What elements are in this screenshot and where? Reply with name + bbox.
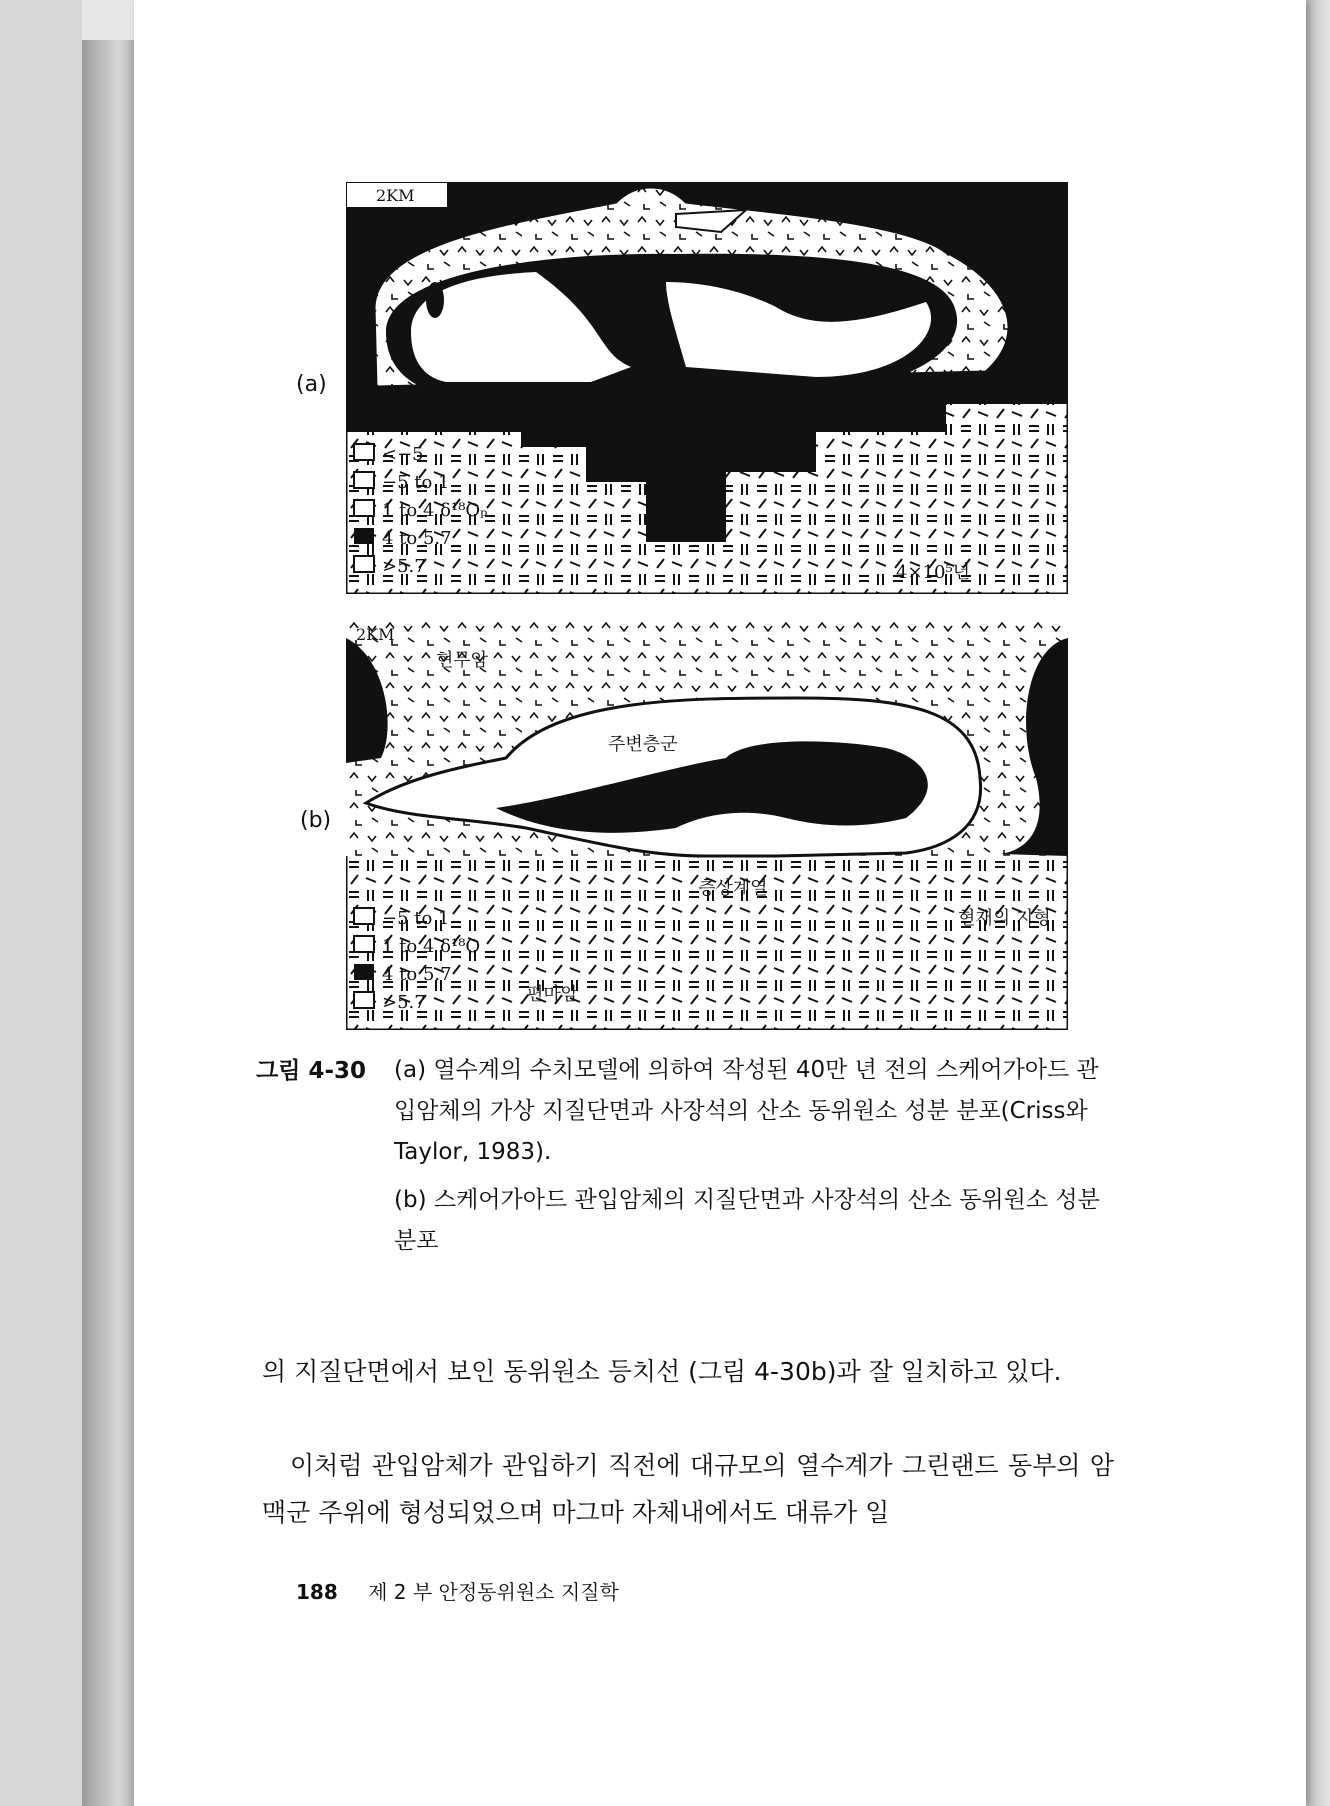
figure-caption-b: (b) 스케어가아드 관입암체의 지질단면과 사장석의 산소 동위원소 성분 분포 <box>394 1187 1100 1254</box>
figure-caption-a: (a) 열수계의 수치모델에 의하여 작성된 40만 년 전의 스케어가아드 관입암체의 가상 지질단면과 사장석의 산소 동위원소 성분 분포(Criss와 Taylor, 1983). <box>394 1057 1099 1165</box>
panel-b-gneiss: 편마암 <box>526 984 579 1005</box>
panel-b-layered: 층상계열 <box>698 878 768 899</box>
footer-section: 제 2 부 안정동위원소 지질학 <box>368 1580 619 1604</box>
panel-b-surface: 현재의 지형 <box>958 908 1051 929</box>
book-spine <box>82 0 134 1806</box>
panel-b-legend-2: 1 to 4 δ¹⁸O <box>382 936 481 957</box>
figure-caption-label: 그림 4-30 <box>256 1058 366 1084</box>
panel-a-legend-1: <−5 <box>382 444 424 465</box>
panel-b-legend-1: −5 to 1 <box>382 908 450 929</box>
panel-a-label: (a) <box>296 372 327 397</box>
body-paragraph-2: 이처럼 관입암체가 관입하기 직전에 대규모의 열수계가 그린랜드 동부의 암맥군 주위에 형성되었으며 마그마 자체내에서도 대류가 일 <box>262 1451 1114 1527</box>
panel-b-scale: 2KM <box>356 625 395 644</box>
panel-a-figure <box>346 182 1068 594</box>
panel-a-legend-5: >5.7 <box>382 556 426 577</box>
panel-a-age: 4×10⁵년 <box>896 562 971 583</box>
book-spine-top <box>82 0 134 40</box>
panel-b-legend-4: >5.7 <box>382 992 426 1013</box>
panel-b-basalt: 현무암 <box>436 650 489 671</box>
page-footer <box>296 1576 619 1605</box>
page-number: 188 <box>296 1580 338 1604</box>
panel-b-label: (b) <box>300 808 332 833</box>
panel-a-legend-2: −5 to 1 <box>382 472 450 493</box>
panel-b-legend-3: 4 to 5.7 <box>382 964 452 985</box>
panel-b-figure <box>346 618 1068 1030</box>
panel-a-legend-3: 1 to 4 δ¹⁸Oₚ <box>382 500 488 521</box>
panel-a-scale: 2KM <box>376 186 415 205</box>
panel-a-legend-4: 4 to 5.7 <box>382 528 452 549</box>
panel-b-marginal: 주변층군 <box>608 734 678 755</box>
body-paragraph-1: 의 지질단면에서 보인 동위원소 등치선 (그림 4-30b)과 잘 일치하고 있다. <box>262 1357 1062 1386</box>
page-edge-shade <box>1306 0 1330 1806</box>
